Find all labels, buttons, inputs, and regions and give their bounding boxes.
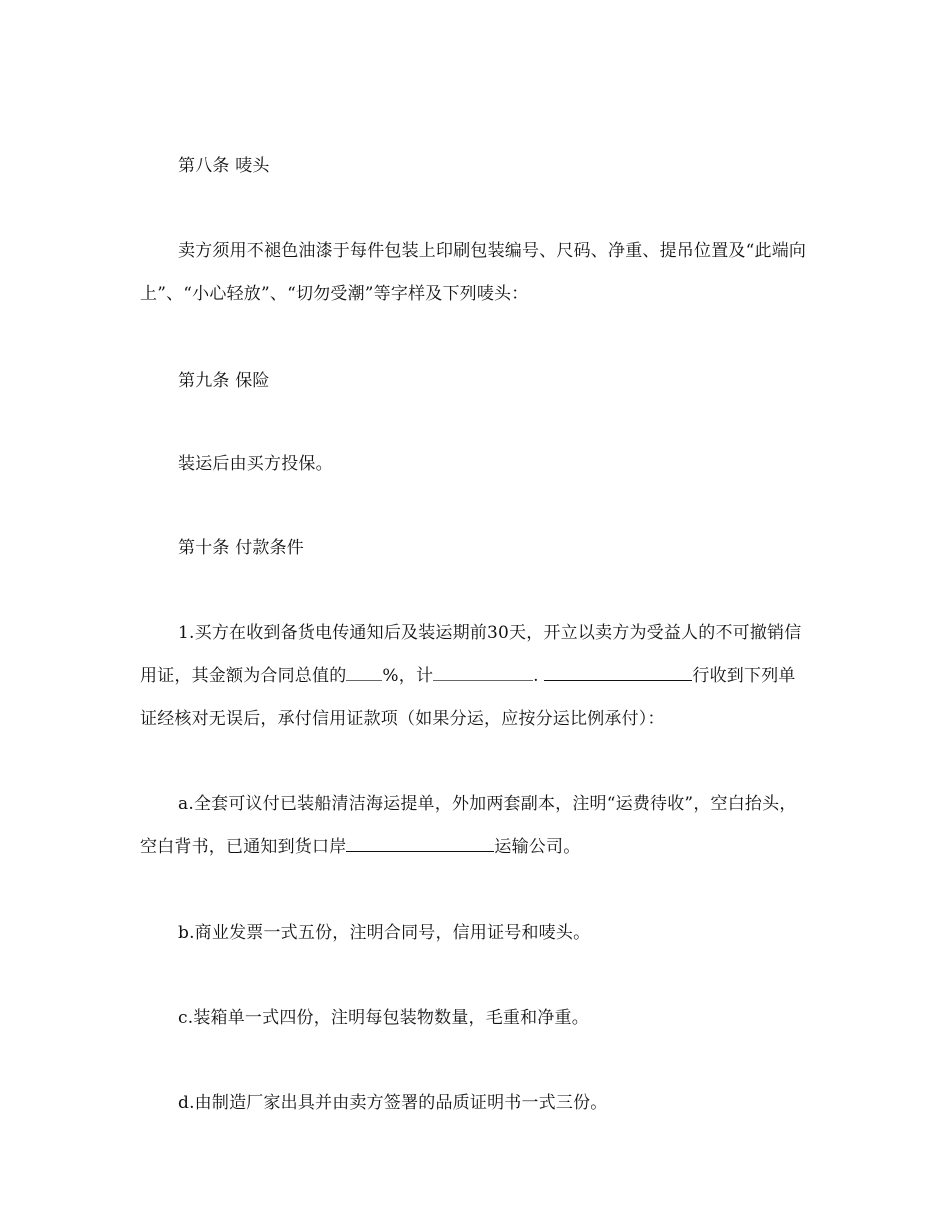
section-body-9: 装运后由买方投保。 [178, 454, 333, 474]
item-a-text: a.全套可议付已装船清洁海运提单，外加两套副本，注明“运费待收”，空白抬头，空白背书，已通知到货口岸 [140, 794, 797, 857]
section-heading-9: 第九条 保险 [178, 371, 270, 391]
clause-1-text-c: . [533, 666, 539, 686]
payment-clause-1 [140, 612, 812, 741]
document-item-a [140, 783, 812, 869]
clause-1-text-d: 行收到下列单证经核对无误后，承付信用证款项（如果分运，应按分运比例承付）： [140, 666, 796, 729]
section-body-8: 卖方须用不褪色油漆于每件包装上印刷包装编号、尺码、净重、提吊位置及“此端向上”、“小心轻放”、“切勿受潮”等字样及下列唛头： [140, 241, 807, 304]
clause-1-text-b: %，计 [382, 666, 434, 686]
document-item-d: d.由制造厂家出具并由卖方签署的品质证明书一式三份。 [178, 1093, 608, 1113]
percentage-blank [346, 666, 382, 681]
amount-blank [433, 666, 533, 681]
document-item-c: c.装箱单一式四份，注明每包装物数量，毛重和净重。 [178, 1008, 589, 1028]
port-blank [346, 837, 494, 852]
bank-blank [544, 666, 692, 681]
section-heading-10: 第十条 付款条件 [178, 538, 305, 558]
clause-1-text-a: 1.买方在收到备货电传通知后及装运期前30天，开立以卖方为受益人的不可撤销信用证，其金额为合同总值的 [140, 623, 802, 686]
section-heading-8: 第八条 唛头 [178, 156, 270, 176]
item-a-text-end: 运输公司。 [494, 837, 581, 857]
document-item-b: b.商业发票一式五份，注明合同号，信用证号和唛头。 [178, 923, 591, 943]
